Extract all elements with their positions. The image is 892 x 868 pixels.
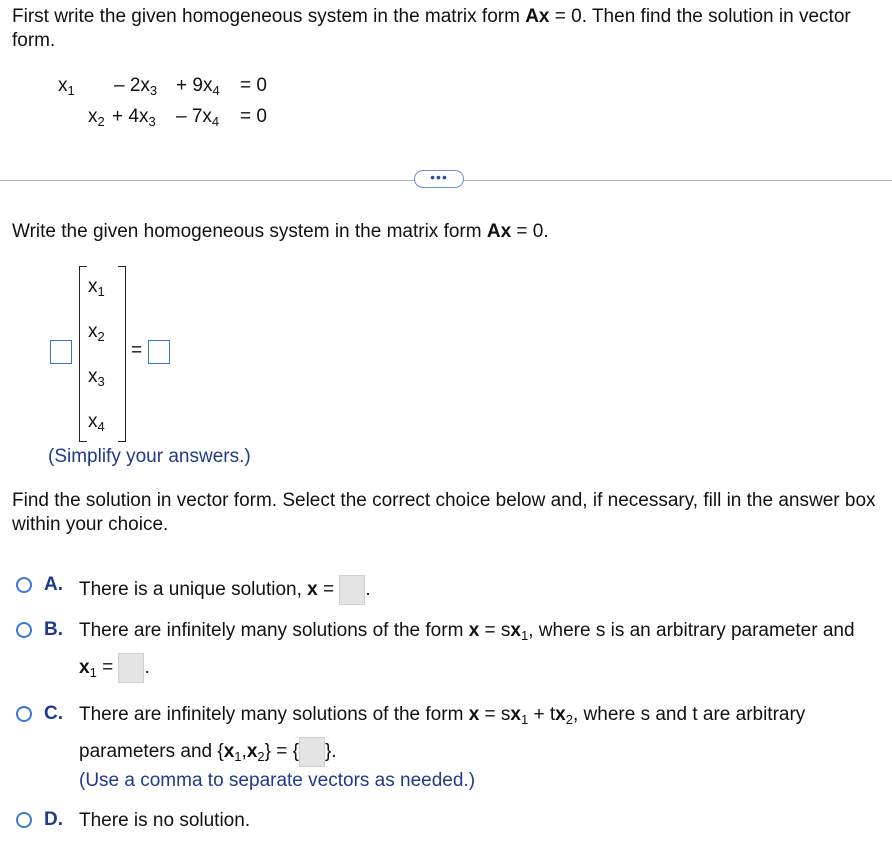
vector-entry-x4: $x_4$ — [88, 411, 105, 434]
choice-b-letter: B. — [44, 619, 63, 640]
choice-b-line2: $x_1$ = . — [79, 653, 150, 683]
choice-d-letter: D. — [44, 809, 63, 830]
eq2-term2: + $4x_3$ — [112, 106, 156, 129]
eq2-term1: $x_2$ — [88, 106, 105, 129]
choice-c-text: There are infinitely many solutions of the form $x = sx_1 + tx_2$, where s and t are arbitrary — [79, 704, 806, 727]
instructions-text-2: . Then find the solution in vector form. — [12, 6, 851, 51]
instructions-text: First write the given homogeneous system in the matrix form — [12, 6, 526, 27]
choice-b-radio[interactable] — [16, 622, 32, 638]
eq1-term1: $x_1$ — [58, 75, 75, 98]
vector-entry-x3: $x_3$ — [88, 366, 105, 389]
vector-bracket-right — [118, 266, 126, 442]
equals-sign: = — [131, 340, 143, 361]
choice-c-answer-box[interactable] — [299, 737, 325, 767]
vector-entry-x1: $x_1$ — [88, 276, 105, 299]
choice-a-answer-box[interactable] — [339, 575, 365, 605]
matrix-rhs-input[interactable] — [148, 340, 170, 364]
choice-d-radio[interactable] — [16, 812, 32, 828]
simplify-note: (Simplify your answers.) — [48, 446, 251, 467]
more-options-button[interactable]: ••• — [414, 170, 464, 188]
matrix-prompt: Write the given homogeneous system in the matrix form Ax = 0. — [12, 221, 549, 242]
choice-c-line2: parameters and $\{x_1,x_2\}$ = { }. — [79, 737, 337, 767]
choice-a-letter: A. — [44, 574, 63, 595]
instructions-eq0: = 0 — [549, 6, 582, 27]
matrix-a-input[interactable] — [50, 340, 72, 364]
choice-a-text: There is a unique solution, x = . — [79, 575, 371, 605]
choice-d-text: There is no solution. — [79, 810, 251, 831]
vector-entry-x2: $x_2$ — [88, 321, 105, 344]
eq1-rhs: = 0 — [240, 75, 267, 96]
eq1-term2: – $2x_3$ — [114, 75, 158, 98]
choice-b-text: There are infinitely many solutions of the form $x = sx_1$, where s is an arbitrary parameter and — [79, 620, 855, 643]
eq2-term3: – $7x_4$ — [176, 106, 220, 129]
eq1-term3: + $9x_4$ — [176, 75, 220, 98]
choice-b-answer-box[interactable] — [118, 653, 144, 683]
choice-a-radio[interactable] — [16, 577, 32, 593]
eq2-rhs: = 0 — [240, 106, 267, 127]
instructions-ax: Ax — [525, 6, 550, 27]
choice-c-letter: C. — [44, 703, 63, 724]
solution-prompt: Find the solution in vector form. Select the correct choice below and, if necessary, fill in the answer box within your choice. — [12, 490, 876, 535]
choice-c-note: (Use a comma to separate vectors as needed.) — [79, 770, 476, 791]
vector-bracket-left — [79, 266, 87, 442]
instructions — [12, 5, 882, 53]
choice-c-radio[interactable] — [16, 706, 32, 722]
